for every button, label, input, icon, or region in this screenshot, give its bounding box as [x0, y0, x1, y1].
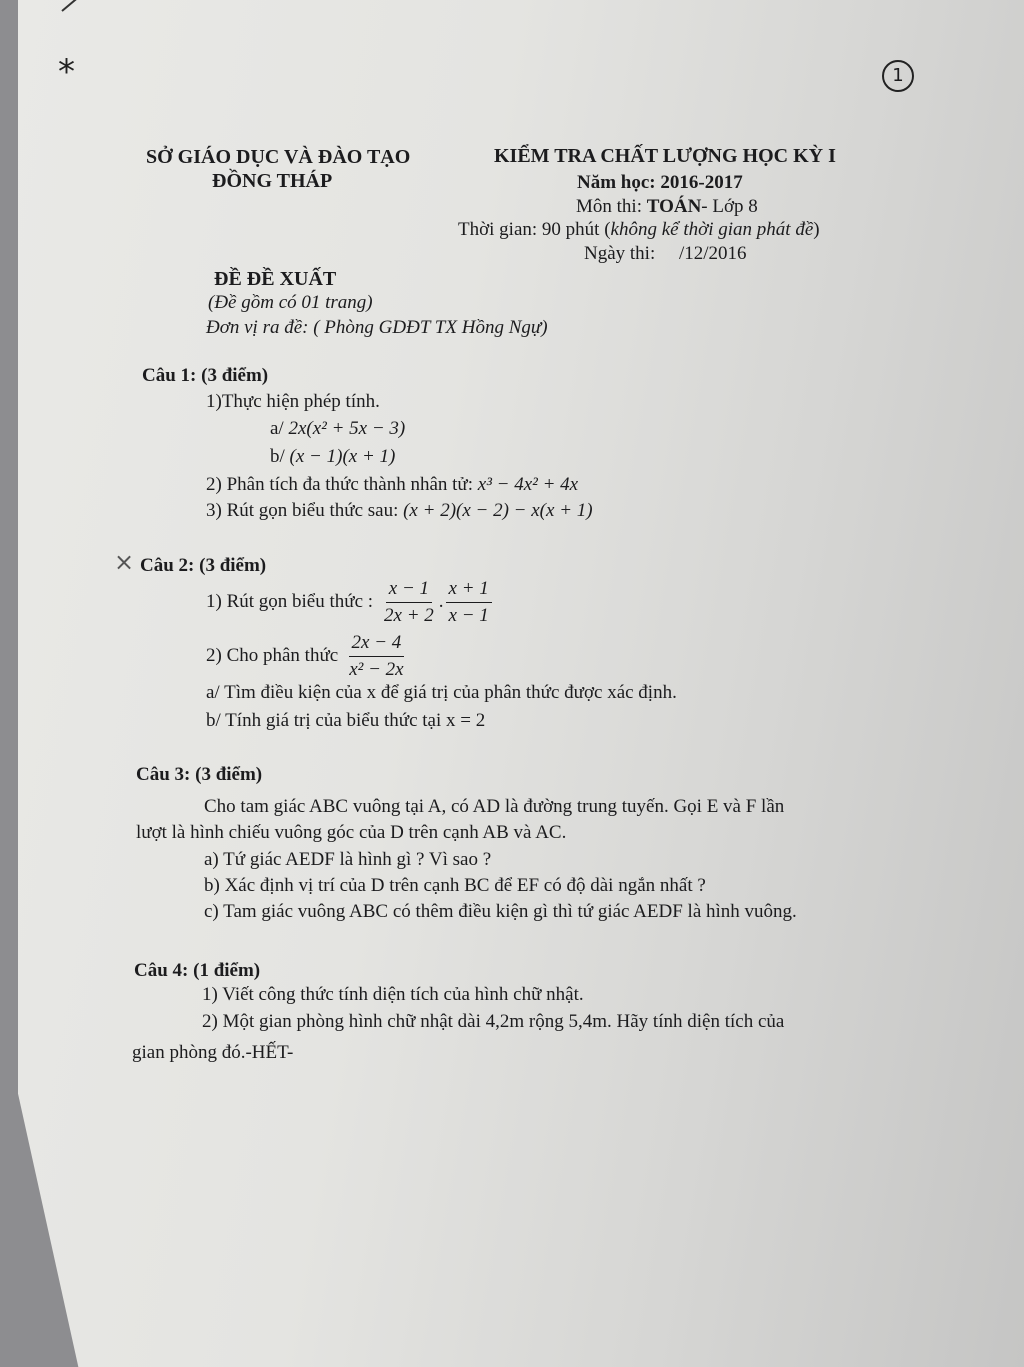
q2-b: b/ Tính giá trị của biểu thức tại x = 2: [206, 710, 486, 731]
q2-fraction-3: [346, 632, 406, 681]
q1-b-label: b/: [270, 446, 285, 467]
subject-name: TOÁN: [646, 196, 702, 217]
q3-line1: Cho tam giác ABC vuông tại A, có AD là đường trung tuyến. Gọi E và F lần: [204, 796, 785, 817]
q4-part1: 1) Viết công thức tính diện tích của hình chữ nhật.: [202, 984, 584, 1005]
q1-part1: 1)Thực hiện phép tính.: [206, 391, 380, 412]
q4-part2-line2: gian phòng đó.-HẾT-: [132, 1042, 294, 1063]
q1-part2: [206, 474, 578, 496]
q1-part2-text: 2) Phân tích đa thức thành nhân tử:: [206, 474, 474, 495]
subject-grade: - Lớp 8: [701, 196, 758, 217]
q1-part2-expr: x³ − 4x² + 4x: [477, 474, 579, 495]
q2-title: Câu 2: (3 điểm): [140, 555, 267, 576]
q2-part2-text: 2) Cho phân thức: [206, 645, 339, 667]
q1-a: [270, 418, 405, 440]
exam-title: KIỂM TRA CHẤT LƯỢNG HỌC KỲ I: [494, 145, 836, 167]
time-line: [458, 219, 820, 241]
subject-prefix: Môn thi:: [576, 196, 647, 217]
q2-fraction-1-den: 2x + 2: [384, 604, 434, 626]
page-number-circle: 1: [882, 60, 914, 92]
q2-dot: .: [438, 591, 444, 613]
time-prefix: Thời gian: 90 phút (: [458, 219, 611, 240]
q3-c: c) Tam giác vuông ABC có thêm điều kiện gì thì tứ giác AEDF là hình vuông.: [204, 901, 797, 922]
exam-date: Ngày thi: /12/2016: [584, 243, 747, 264]
q2-fraction-2-num: x + 1: [446, 578, 492, 603]
q2-part2: [206, 632, 409, 681]
q2-fraction-3-num: 2x − 4: [349, 632, 405, 657]
q2-part1: [206, 578, 494, 627]
q2-fraction-1: [381, 578, 437, 627]
q1-b-expr: (x − 1)(x + 1): [289, 446, 396, 467]
q3-line2: lượt là hình chiếu vuông góc của D trên cạnh AB và AC.: [136, 822, 567, 843]
q1-b: [270, 446, 395, 468]
time-suffix: ): [813, 219, 820, 240]
q1-part3-text: 3) Rút gọn biểu thức sau:: [206, 500, 399, 521]
q1-part3-expr: (x + 2)(x − 2) − x(x + 1): [403, 500, 593, 521]
q3-a: a) Tứ giác AEDF là hình gì ? Vì sao ?: [204, 849, 492, 870]
star-mark: *: [58, 52, 75, 92]
q2-fraction-2: [446, 578, 492, 627]
q1-a-label: a/: [270, 418, 284, 439]
author-unit: Đơn vị ra đề: ( Phòng GDĐT TX Hồng Ngự): [206, 317, 548, 338]
cross-mark: ×: [114, 548, 135, 576]
q1-a-expr: 2x(x² + 5x − 3): [288, 418, 406, 439]
subject-line: [576, 196, 758, 218]
q2-a: a/ Tìm điều kiện của x để giá trị của phân thức được xác định.: [206, 682, 677, 703]
school-year: Năm học: 2016-2017: [577, 172, 743, 193]
q2-fraction-2-den: x − 1: [448, 604, 489, 626]
q2-fraction-1-num: x − 1: [386, 578, 432, 603]
q3-b: b) Xác định vị trí của D trên cạnh BC để EF có độ dài ngắn nhất ?: [204, 875, 706, 896]
q4-part2-line1: 2) Một gian phòng hình chữ nhật dài 4,2m rộng 5,4m. Hãy tính diện tích của: [202, 1011, 785, 1032]
proposal-title: ĐỀ ĐỀ XUẤT: [214, 268, 337, 290]
dept-name: SỞ GIÁO DỤC VÀ ĐÀO TẠO: [146, 146, 411, 168]
province-name: ĐỒNG THÁP: [212, 170, 333, 192]
page-count: (Đề gồm có 01 trang): [208, 292, 373, 313]
q1-part3: [206, 500, 593, 522]
q4-title: Câu 4: (1 điểm): [134, 960, 261, 981]
time-note: không kể thời gian phát đề: [610, 219, 814, 240]
q2-fraction-3-den: x² − 2x: [349, 658, 404, 680]
q1-title: Câu 1: (3 điểm): [142, 365, 269, 386]
q2-part1-text: 1) Rút gọn biểu thức :: [206, 591, 374, 613]
q3-title: Câu 3: (3 điểm): [136, 764, 263, 785]
